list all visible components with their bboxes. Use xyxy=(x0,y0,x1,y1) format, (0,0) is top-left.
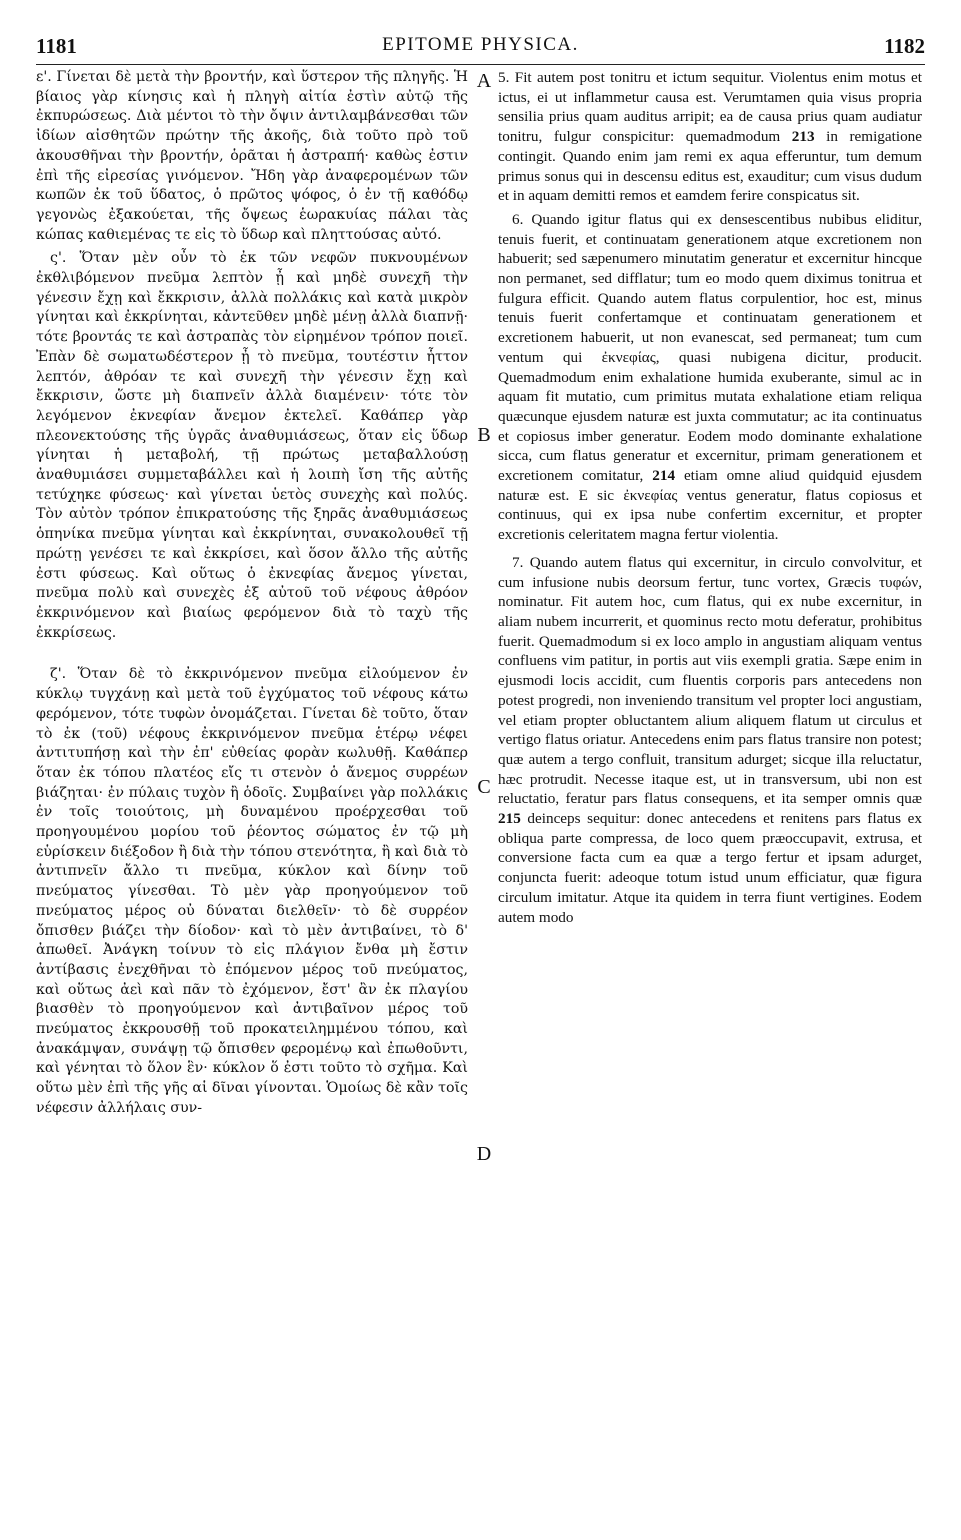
margin-marker-d: D xyxy=(476,1143,492,1165)
latin-text: 5. Fit autem post tonitru et ictum sequitur. Violentus enim motus et ictus, ei ut inflammetur causa est. Verumtamen quia visus propria sensilia prius quam auditus arripit; ea de causa prius quam audiatur tonitru, fulgur conspicitur: quemadmodum xyxy=(498,69,922,146)
greek-column xyxy=(36,68,468,1119)
latin-text: 7. Quando autem flatus qui excernitur, in circulo convolvitur, et cum infusione nubis deorsum fertur, tunc vortex, Græcis τυφών, nominatur. Fit autem hoc, cum flatus, qui ex nube excernitur, in aliam nubem incurrerit, et quominus recto motu deferatur, prohibitus fuerit. Quemadmodum si ex loco amplo in angustiam aliquam ventus confluens vim patitur, in portis aut viis exempli gratia. Sæpe enim in ejusmodi locis accidit, cum fluentis corporis pars antecedens non potest progredi, non inveniendo transitum vel propter loci angustiam, vel etiam propter obluctantem alium aliquem flatum ut circulus et vertigo flatus oriatur. Antecedens enim pars flatus transire non potest; quæ autem a tergo confluit, transitum adurget; sicque illa reluctatur, hæc protrudit. Necesse itaque est, ut in transversum, ubi non est reluctatio, feratur pars flatus consequens, et ita semper omnis quæ xyxy=(498,553,922,808)
latin-paragraph-5 xyxy=(498,68,922,206)
column-number: 213 xyxy=(791,128,815,146)
page-number-left: 1181 xyxy=(36,34,77,58)
greek-paragraph-5: ε'. Γίνεται δὲ μετὰ τὴν βροντήν, καὶ ὕστερον τῆς πληγῆς. Ἡ βίαιος γὰρ κίνησις καὶ ἡ πληγὴ αἰτία ἐστὶν αὐτῷ τῆς ἐκπυρώσεως. Διὰ μέντοι τὸ τὴν ὄψιν ἀντιλαμβάνεσθαι τῶν ἰδίων αἰσθητῶν πρώτην τῆς ἀκοῆς, διὰ τοῦτο πρὸ τοῦ ἀκουσθῆναι τὴν βροντήν, ὁρᾶται ἡ ἀστραπή· καθὼς ἐστιν ἐπὶ τῆς εἰρεσίας γινόμενον. Ἤδη γὰρ ἀναφερομένων τῶν κωπῶν ἐκ τοῦ ὕδατος, ὁ πρῶτος ψόφος, ὁ ἐν τῇ καθόδῳ γεγονὼς ἐξακούεται, τῆς ὄψεως ἑωρακυίας πάλαι τὰς κώπας καθιεμένας τε εἰς τὸ ὕδωρ καὶ πληττούσας αὐτό. xyxy=(36,69,468,243)
greek-paragraph-7: ζ'. Ὅταν δὲ τὸ ἐκκρινόμενον πνεῦμα εἰλούμενον ἐν κύκλῳ τυγχάνῃ καὶ μετὰ τοῦ ἐγχύματος τοῦ νέφους κάτω φερόμενον, τότε τυφὼν ὀνομάζεται. Γίνεται δὲ τοῦτο, ὅταν τὸ ἐκ (τοῦ) νέφους ἐκκρινόμενον πνεῦμα ἑτέρῳ νέφει ἀντιτυπήσῃ καὶ τὴν ἐπ' εὐθείας φορὰν κωλυθῇ. Καθάπερ ὅταν ἐκ τόπου πλατέος εἴς τι στενὸν ὁ ἄνεμος συρρέων βιάζηται· ἐν πύλαις τυχὸν ἢ ὁδοῖς. Συμβαίνει γὰρ πολλάκις ἐν τοῖς τοιούτοις, μὴ δυναμένου προέρχεσθαι τοῦ προηγουμένου μορίου τοῦ ῥέοντος σώματος ἐν τῷ μὴ εὑρίσκειν διέξοδον ἢ διὰ τὴν τόπου στενότητα, ἢ καὶ διὰ τὸ ἀντιπνεῖν ἄλλο τι πνεῦμα, κύκλον καὶ δίνην τοῦ πνεύματος γίνεσθαι. Τὸ μὲν γὰρ προηγούμενον τοῦ πνεύματος μέρος οὐ δύναται διελθεῖν· τὸ δὲ συρρέον ὄπισθεν βιάζει τὴν δίοδον· καὶ τὸ μὲν ἀντιβαίνει, τὸ δ' ἀπωθεῖ. Ἀνάγκη τοίνυν τὸ εἰς πλάγιον ἔνθα μὴ ἔστιν ἀντίβασις ἐνεχθῆναι τὸ ἑπόμενον μέρος τοῦ πνεύματος, καὶ οὕτως ἀεὶ καὶ πᾶν τὸ ἐχόμενον, ἔστ' ἂν ἐκ πλαγίου βιασθὲν τὸ προηγούμενον καὶ ἀντιβαῖνον μέρος τοῦ πνεύματος ἐκκρουσθῇ τοῦ προκατειλημμένου τόπου, καὶ ἀνακάμψαν, συνάψῃ τῷ ὄπισθεν φερομένῳ καὶ ἐπωθοῦντι, καὶ γένηται τὸ ὅλον ἓν· κύκλον ὅ ἐστι τοῦτο τὸ σχῆμα. Καὶ οὕτω μὲν ἐπὶ τῆς γῆς αἱ δῖναι γίνονται. Ὁμοίως δὲ κἂν τοῖς νέφεσιν ἀλλήλαις συν- xyxy=(36,666,468,1116)
latin-text: 6. Quando igitur flatus qui ex densescentibus nubibus eliditur, tenuis fuerit, et continuatam generationem atque excretionem non habuerit; sed sæpenumero minutatim generatur et excernitur hincque non permanet, sed difflatur; tum eo modo quem diximus tonitrua et fulgura efficit. Quando autem flatus corpulentior, hoc est, minus tenuis fuerit confertamque et continuatam generationem et excretionem habuerit, ut non evanescat, sed permaneat; tum cum ventum qui ἐκνεφίας, quasi nubigena dicitur, producit. Quemadmodum enim exhalatione humida exuberante, simul ac in aquam fit mutatio, cum primitus mutata exhalatione etiam reliqua quæcunque ejusdem naturæ est juxta commutatur; ac ita continuatus et copiosus imber generatur. Eodem modo dominante exhalatione sicca, cum flatus generatur et excernitur, primam generationem et excretionem comitatur, xyxy=(498,210,922,485)
running-title: EPITOME PHYSICA. xyxy=(382,34,579,55)
margin-marker-b: B xyxy=(477,424,491,446)
latin-text: in remigatione contingit. Quando enim jam remi ex aqua efferuntur, tum demum primus sonus qui in descensu editus est, exauditur; cum visus dudum et in aquam demitti remos et eamdem ferire conspicatus sit. xyxy=(498,128,922,205)
header-rule xyxy=(36,64,925,65)
margin-marker-c: C xyxy=(477,776,491,798)
margin-marker-a: A xyxy=(476,70,492,92)
column-number: 214 xyxy=(652,467,676,485)
latin-text: etiam omne aliud quidquid ejusdem naturæ est. E sic ἐκνεφίας ventus generatur, flatus copiosus et continuus, qui ex ipsa nube confertim excernitur, et propter excretionis celeritatem magna fertur violentia. xyxy=(498,467,922,544)
latin-text: deinceps sequitur: donec antecedens et renitens pars flatus ex obliqua parte compressa, de loco quem præoccupavit, extrusa, et conversione facta cum ea quæ a tergo fertur et ipsam adurget, conjuncta fuerit: adeoque totum istud unum efficiatur, quæ figura circulum imitatur. Atque ita quidem in terra fiunt vertigines. Eodem autem modo xyxy=(498,810,923,926)
page-header xyxy=(36,34,925,60)
page-number-right: 1182 xyxy=(884,34,925,58)
latin-paragraph-7 xyxy=(498,553,922,927)
column-number: 215 xyxy=(498,810,521,828)
latin-column xyxy=(498,68,922,927)
greek-paragraph-6: ς'. Ὅταν μὲν οὖν τὸ ἐκ τῶν νεφῶν πυκνουμένων ἐκθλιβόμενον πνεῦμα λεπτὸν ᾖ καὶ μηδὲ συνεχῆ τὴν γένεσιν ἔχῃ καὶ ἔκκρισιν, ἀλλὰ πολλάκις καὶ κατὰ μικρὸν γίνηται καὶ ἐκκρίνηται, κἀντεῦθεν μηδὲ μένῃ ἀλλὰ διαπνῇ· τότε βροντάς τε καὶ ἀστραπὰς τὸν εἰρημένον τρόπον ποιεῖ. Ἐπὰν δὲ σωματωδέστερον ᾖ τὸ πνεῦμα, τουτέστιν ἧττον λεπτόν, ἀθρόαν τε καὶ συνεχῆ τὴν γένεσιν ἔχῃ καὶ ἔκκρισιν, ὥστε μὴ διαπνεῖν ἀλλὰ διαμένειν· τότε τὸν λεγόμενον ἐκνεφίαν ἄνεμον ἐκτελεῖ. Καθάπερ γὰρ πλεονεκτούσης τῆς ὑγρᾶς ἀναθυμιάσεως, ὅταν εἰς ὕδωρ γίνηται ἡ μεταβολή, τῇ πρώτως μεταβαλλούσῃ ἀναθυμιάσει συμμεταβάλλει καὶ ἡ λοιπὴ ἴση τῆς αὐτῆς τετύχηκε φύσεως· καὶ γίνεται ὑετὸς συνεχὴς καὶ πολύς. Τὸν αὐτὸν τρόπον ἐπικρατούσης τῆς ξηρᾶς ἀναθυμιάσεως ὁπηνίκα πνεῦμα γίνηται καὶ ἐκκρίνηται, συνακολουθεῖ τῇ πρώτῃ γενέσει τε καὶ ἐκκρίσει, καὶ ὅσον ἄλλο τῆς αὐτῆς ἐστι φύσεως. Καὶ οὕτως ὁ ἐκνεφίας ἄνεμος γίνεται, πνεῦμα πολὺ καὶ συνεχὲς ἐξ αὐτοῦ τοῦ νέφους ἀθρόον ἐκκρινόμενον καὶ βιαίως φερόμενον διὰ τὸ ταχὺ τῆς ἐκκρίσεως. xyxy=(36,250,468,641)
latin-paragraph-6 xyxy=(498,210,922,545)
